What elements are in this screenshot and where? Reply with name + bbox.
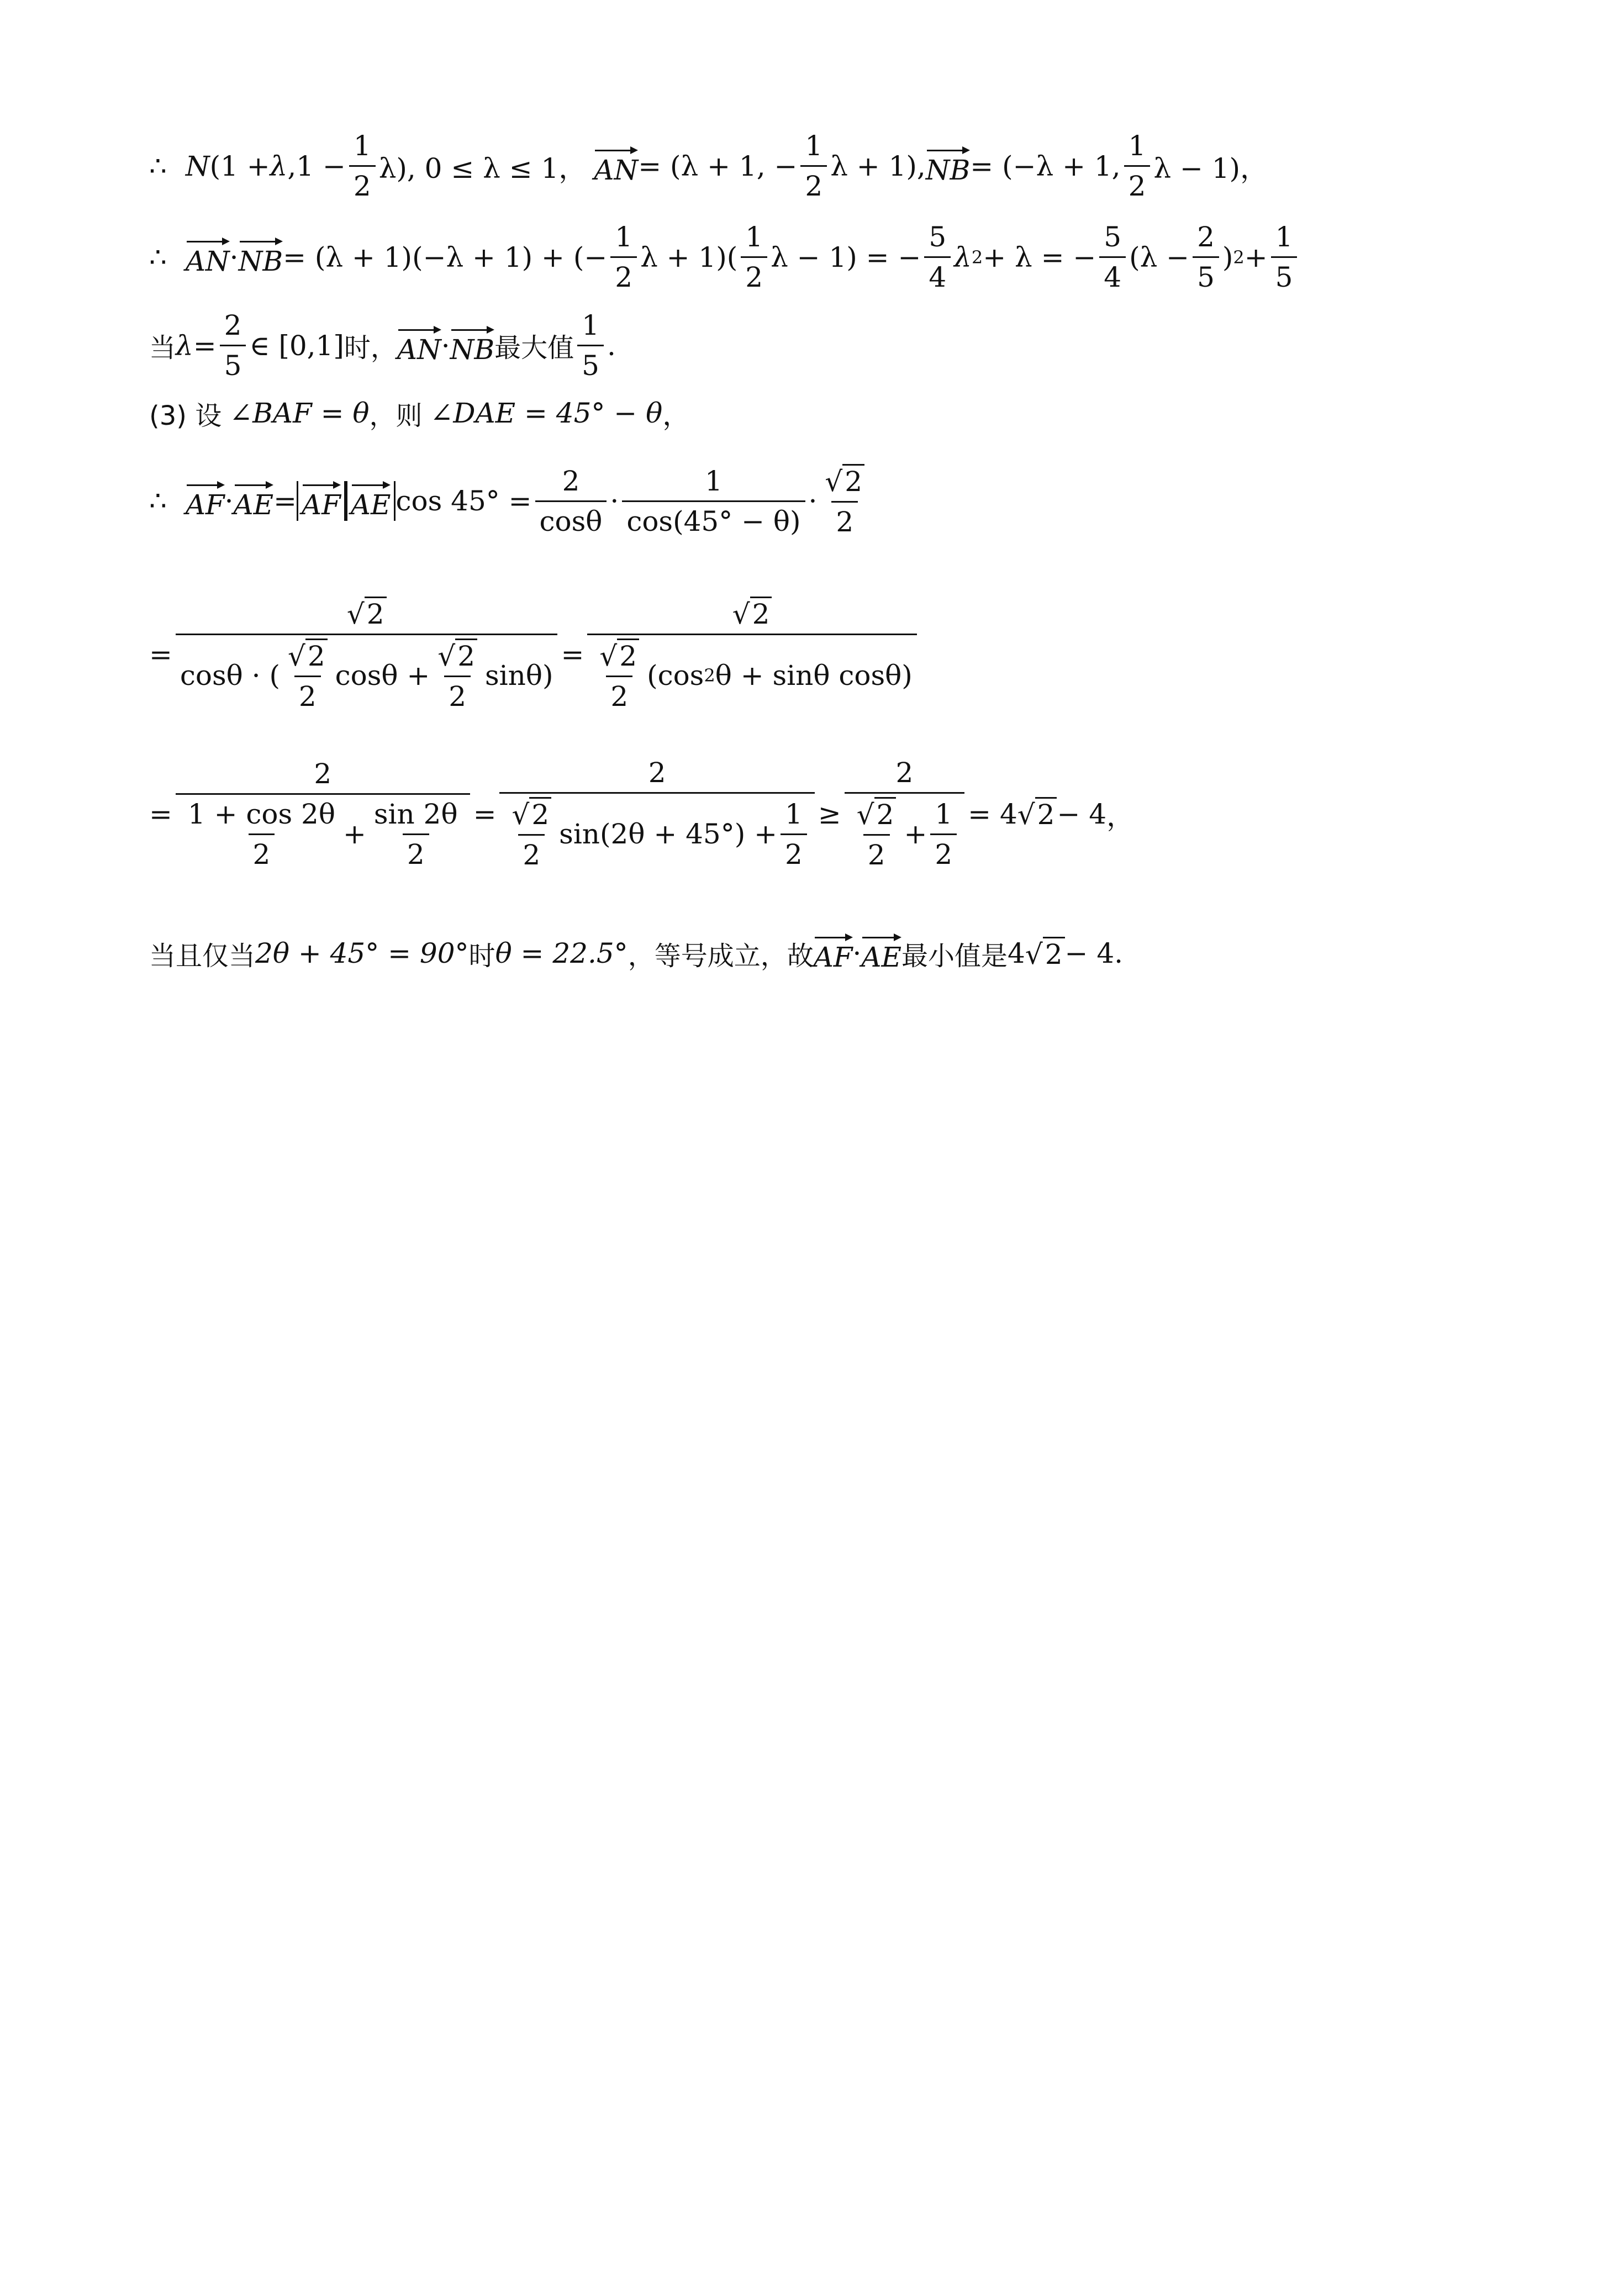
numerator: 2 bbox=[562, 465, 580, 497]
line-5 bbox=[149, 464, 872, 538]
text: sinθ) bbox=[485, 659, 553, 692]
numerator: 2 bbox=[314, 757, 332, 790]
numerator: 1 bbox=[935, 798, 953, 830]
text: (cos bbox=[647, 659, 704, 692]
vector-ae: AE bbox=[861, 933, 901, 973]
text: = bbox=[149, 798, 172, 830]
denominator: 2 bbox=[610, 256, 637, 293]
text: cosθ · ( bbox=[180, 659, 280, 692]
line-7 bbox=[149, 757, 1134, 871]
text: ∈ [0,1] bbox=[249, 329, 344, 362]
denominator: cos(45° − θ) bbox=[622, 500, 805, 537]
sqrt-sign: √ bbox=[437, 640, 456, 672]
numerator: sin 2θ bbox=[373, 798, 458, 830]
text: (3) 设 bbox=[149, 400, 222, 431]
numerator: 2 bbox=[1197, 221, 1215, 253]
fraction bbox=[930, 798, 957, 870]
text: 最小值是 bbox=[901, 940, 1008, 972]
radicand: 2 bbox=[455, 639, 477, 672]
numerator: 1 bbox=[785, 798, 803, 830]
exponent: 2 bbox=[971, 246, 983, 268]
numerator bbox=[283, 639, 332, 676]
text: ≥ bbox=[818, 798, 841, 830]
line-6 bbox=[149, 597, 920, 713]
vector-af: AF bbox=[814, 933, 853, 973]
text: ， bbox=[1106, 800, 1135, 832]
denominator: 2 bbox=[403, 833, 429, 870]
text: 4 bbox=[1008, 937, 1025, 969]
vector-an: AN bbox=[397, 326, 441, 366]
sqrt-sign: √ bbox=[599, 640, 618, 672]
numerator: 5 bbox=[929, 221, 947, 253]
numerator bbox=[595, 639, 644, 676]
denominator bbox=[587, 634, 916, 713]
numerator: 1 bbox=[353, 130, 371, 162]
text: = (λ + 1)(−λ + 1) + (− bbox=[283, 241, 608, 273]
text: = bbox=[193, 329, 217, 362]
sqrt-sign: √ bbox=[346, 598, 365, 630]
point-n: N bbox=[185, 150, 210, 182]
numerator: 1 bbox=[1275, 221, 1293, 253]
denominator: 2 bbox=[349, 165, 376, 202]
fraction bbox=[370, 798, 462, 870]
text: λ − 1) = − bbox=[771, 241, 921, 273]
sqrt bbox=[1017, 797, 1057, 831]
denominator: 2 bbox=[606, 676, 632, 713]
vector-nb: NB bbox=[450, 326, 495, 366]
denominator bbox=[499, 792, 814, 871]
sqrt-sign: √ bbox=[287, 640, 305, 672]
text: = bbox=[273, 485, 297, 517]
sqrt-sign: √ bbox=[1025, 938, 1043, 970]
radicand: 2 bbox=[750, 597, 772, 630]
dot: · bbox=[441, 329, 450, 362]
exponent: 2 bbox=[1233, 246, 1245, 268]
text: = bbox=[561, 639, 584, 671]
fraction bbox=[176, 758, 470, 870]
therefore-symbol: ∴ bbox=[149, 150, 167, 182]
numerator: 5 bbox=[1104, 221, 1122, 253]
radicand: 2 bbox=[842, 464, 864, 498]
denominator: 4 bbox=[1099, 256, 1126, 293]
line-1 bbox=[149, 130, 1268, 202]
text: + bbox=[342, 818, 366, 850]
fraction bbox=[595, 639, 644, 713]
text: − 4 bbox=[1064, 937, 1115, 969]
text: 当 bbox=[149, 333, 176, 363]
text: ，等号成立，故 bbox=[628, 940, 814, 972]
text: cos 45° = bbox=[396, 485, 532, 517]
fraction bbox=[800, 130, 827, 202]
fraction bbox=[781, 798, 807, 870]
numerator: 1 bbox=[745, 221, 763, 253]
text: ) bbox=[1222, 241, 1233, 273]
numerator: 1 bbox=[615, 221, 633, 253]
vector-an: AN bbox=[594, 146, 638, 186]
numerator: 1 bbox=[705, 465, 723, 497]
fraction bbox=[499, 757, 814, 871]
text: + bbox=[1244, 241, 1268, 273]
sqrt bbox=[1025, 937, 1065, 970]
text: sin(2θ + 45°) + bbox=[559, 818, 778, 850]
sqrt-sign: √ bbox=[1017, 799, 1035, 831]
lambda: λ bbox=[270, 150, 288, 182]
denominator: 5 bbox=[1271, 256, 1298, 293]
sqrt-sign: √ bbox=[825, 466, 843, 498]
fraction bbox=[852, 797, 901, 871]
denominator: 2 bbox=[800, 165, 827, 202]
fraction bbox=[283, 639, 332, 713]
radicand: 2 bbox=[874, 797, 897, 831]
text: ∠BAF = θ bbox=[229, 397, 370, 429]
text: θ + sinθ cosθ) bbox=[715, 659, 913, 692]
text: − 4 bbox=[1057, 798, 1107, 830]
vector-af: AF bbox=[186, 481, 225, 521]
fraction bbox=[820, 464, 869, 538]
vector-nb: NB bbox=[239, 238, 283, 277]
numerator: 2 bbox=[895, 757, 914, 789]
denominator: cosθ bbox=[535, 500, 607, 537]
denominator: 5 bbox=[577, 345, 604, 382]
fraction bbox=[1124, 130, 1151, 202]
fraction bbox=[507, 797, 556, 871]
dot: · bbox=[229, 241, 239, 273]
text: = 4 bbox=[968, 798, 1017, 830]
text: 最大值 bbox=[494, 333, 574, 363]
numerator: 1 bbox=[805, 130, 823, 162]
numerator: 1 bbox=[582, 309, 599, 341]
text: = (λ + 1, − bbox=[638, 150, 798, 182]
fraction bbox=[535, 465, 607, 537]
abs-af bbox=[297, 481, 346, 521]
vector-ae: AE bbox=[234, 481, 274, 521]
fraction bbox=[1193, 221, 1219, 293]
denominator: 2 bbox=[741, 256, 767, 293]
numerator: 2 bbox=[224, 309, 242, 341]
dot: · bbox=[852, 937, 862, 969]
line-4 bbox=[149, 393, 690, 433]
text: (λ − bbox=[1129, 241, 1190, 273]
vector-af: AF bbox=[302, 481, 341, 521]
fraction bbox=[741, 221, 767, 293]
text: + bbox=[904, 818, 927, 850]
text: + λ = − bbox=[983, 241, 1096, 273]
fraction bbox=[349, 130, 376, 202]
denominator: 5 bbox=[1193, 256, 1219, 293]
text: . bbox=[1114, 937, 1124, 969]
text: ∠DAE = 45° − θ bbox=[430, 397, 663, 429]
denominator bbox=[176, 793, 470, 870]
dot: · bbox=[610, 485, 619, 517]
text: = bbox=[473, 798, 497, 830]
denominator: 2 bbox=[1124, 165, 1151, 202]
numerator: 2 bbox=[648, 757, 666, 789]
text: cosθ + bbox=[335, 659, 430, 692]
text: ， bbox=[662, 399, 690, 431]
radicand: 2 bbox=[305, 639, 328, 672]
numerator: 1 + cos 2θ bbox=[187, 798, 335, 830]
fraction bbox=[220, 309, 246, 382]
denominator: 4 bbox=[924, 256, 951, 293]
sqrt-sign: √ bbox=[732, 598, 750, 630]
fraction bbox=[610, 221, 637, 293]
fraction bbox=[924, 221, 951, 293]
radicand: 2 bbox=[1035, 797, 1057, 831]
text: λ − 1)， bbox=[1153, 152, 1268, 184]
radicand: 2 bbox=[529, 797, 551, 831]
text: 2θ + 45° = 90° bbox=[255, 937, 469, 969]
numerator bbox=[342, 597, 391, 634]
fraction bbox=[845, 757, 964, 871]
line-2 bbox=[149, 221, 1300, 293]
numerator bbox=[820, 464, 869, 501]
numerator bbox=[852, 797, 901, 834]
denominator bbox=[845, 792, 964, 871]
abs-ae bbox=[346, 481, 396, 521]
denominator: 2 bbox=[249, 833, 275, 870]
text: 时 bbox=[468, 940, 495, 972]
vector-ae: AE bbox=[351, 481, 391, 521]
text: 时， bbox=[344, 333, 397, 363]
therefore-symbol: ∴ bbox=[149, 241, 167, 273]
denominator: 2 bbox=[444, 676, 471, 713]
fraction bbox=[577, 309, 604, 382]
line-8 bbox=[149, 933, 1123, 973]
numerator bbox=[433, 639, 482, 676]
fraction bbox=[176, 597, 558, 713]
fraction bbox=[1271, 221, 1298, 293]
text: λ + 1), bbox=[830, 150, 926, 182]
line-3 bbox=[149, 309, 616, 382]
denominator: 2 bbox=[831, 501, 858, 538]
denominator: 2 bbox=[294, 676, 321, 713]
sqrt-sign: √ bbox=[856, 799, 874, 831]
text: λ), 0 ≤ λ ≤ 1， bbox=[378, 152, 587, 184]
text: = bbox=[149, 639, 172, 671]
numerator bbox=[728, 597, 777, 634]
text: = (−λ + 1, bbox=[970, 150, 1121, 182]
dot: · bbox=[808, 485, 818, 517]
dot: · bbox=[224, 485, 234, 517]
denominator: 2 bbox=[781, 833, 807, 870]
radicand: 2 bbox=[617, 639, 639, 672]
text: θ = 22.5° bbox=[495, 937, 628, 969]
fraction bbox=[433, 639, 482, 713]
denominator: 2 bbox=[863, 834, 890, 871]
exponent: 2 bbox=[704, 665, 715, 686]
text: (1 + bbox=[209, 150, 270, 182]
fraction bbox=[622, 465, 805, 537]
denominator: 5 bbox=[220, 345, 246, 382]
text: ，则 bbox=[369, 400, 423, 431]
therefore-symbol: ∴ bbox=[149, 485, 167, 517]
denominator bbox=[176, 634, 558, 713]
radicand: 2 bbox=[365, 597, 387, 630]
vector-an: AN bbox=[186, 238, 230, 277]
vector-nb: NB bbox=[926, 146, 971, 186]
text: . bbox=[607, 329, 616, 362]
denominator: 2 bbox=[930, 833, 957, 870]
sqrt-sign: √ bbox=[512, 799, 530, 831]
text: ,1 − bbox=[287, 150, 346, 182]
text: λ + 1)( bbox=[640, 241, 738, 273]
lambda: λ bbox=[954, 241, 972, 273]
fraction bbox=[1099, 221, 1126, 293]
radicand: 2 bbox=[1043, 937, 1065, 970]
text: 当且仅当 bbox=[149, 940, 256, 972]
lambda: λ bbox=[176, 329, 193, 362]
numerator bbox=[507, 797, 556, 834]
fraction bbox=[587, 597, 916, 713]
denominator: 2 bbox=[518, 834, 545, 871]
numerator: 1 bbox=[1128, 130, 1146, 162]
fraction bbox=[183, 798, 340, 870]
